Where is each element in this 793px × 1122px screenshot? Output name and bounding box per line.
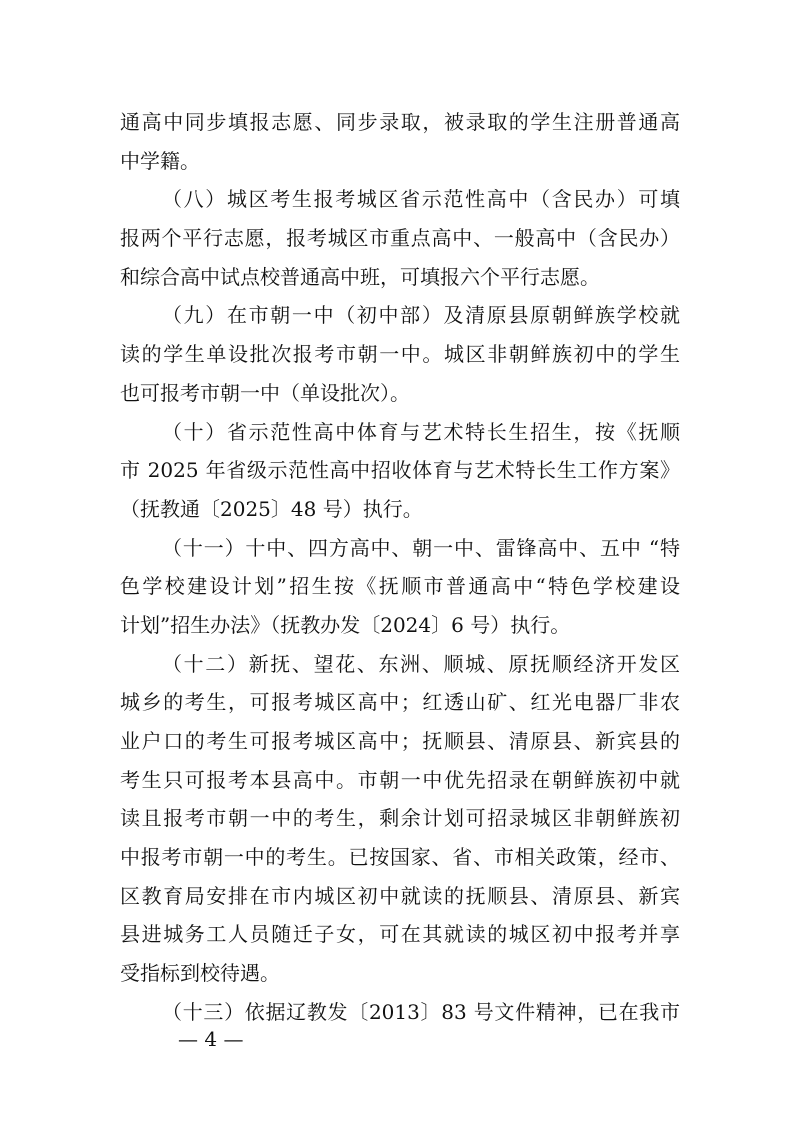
text-line: 中学籍。: [120, 148, 200, 173]
text-line: 和综合高中试点校普通高中班，可填报六个平行志愿。: [120, 264, 600, 289]
paragraph-first-line: （十一）十中、四方高中、朝一中、雷锋高中、五中 “特: [162, 535, 680, 560]
text-line: 城乡的考生，可报考城区高中；红透山矿、红光电器厂非农: [120, 690, 680, 715]
paragraph-first-line: （八）城区考生报考城区省示范性高中（含民办）可填: [162, 187, 680, 212]
body-text: [120, 103, 680, 1032]
text-line: 区教育局安排在市内城区初中就读的抚顺县、清原县、新宾: [120, 883, 680, 908]
paragraph-first-line: （十）省示范性高中体育与艺术特长生招生，按《抚顺: [162, 419, 680, 444]
text-line: 也可报考市朝一中（单设批次）。: [120, 380, 410, 405]
text-line: （抚教通〔2025〕48 号）执行。: [120, 496, 423, 521]
text-line: 业户口的考生可报考城区高中；抚顺县、清原县、新宾县的: [120, 729, 680, 753]
text-line: 考生只可报考本县高中。市朝一中优先招录在朝鲜族初中就: [120, 767, 680, 792]
text-line: 通高中同步填报志愿、同步录取，被录取的学生注册普通高: [120, 110, 680, 134]
text-line: 受指标到校待遇。: [120, 961, 280, 986]
text-line: 读的学生单设批次报考市朝一中。城区非朝鲜族初中的学生: [120, 342, 680, 367]
text-line: 县进城务工人员随迁子女，可在其就读的城区初中报考并享: [120, 922, 680, 947]
text-line: 中报考市朝一中的考生。已按国家、省、市相关政策，经市、: [120, 845, 680, 870]
text-line: 计划”招生办法》（抚教办发〔2024〕6 号）执行。: [120, 612, 571, 637]
text-line: 色学校建设计划”招生按《抚顺市普通高中“特色学校建设: [120, 574, 680, 599]
page-number: — 4 —: [178, 1027, 244, 1051]
text-line: 市 2025 年省级示范性高中招收体育与艺术特长生工作方案》: [120, 458, 680, 483]
paragraph-first-line: （九）在市朝一中（初中部）及清原县原朝鲜族学校就: [162, 303, 680, 328]
text-line: 报两个平行志愿，报考城区市重点高中、一般高中（含民办）: [120, 226, 680, 251]
paragraph-first-line: （十二）新抚、望花、东洲、顺城、原抚顺经济开发区: [162, 651, 680, 676]
text-line: 读且报考市朝一中的考生，剩余计划可招录城区非朝鲜族初: [120, 806, 680, 831]
paragraph-first-line: （十三）依据辽教发〔2013〕83 号文件精神，已在我市: [162, 999, 680, 1024]
